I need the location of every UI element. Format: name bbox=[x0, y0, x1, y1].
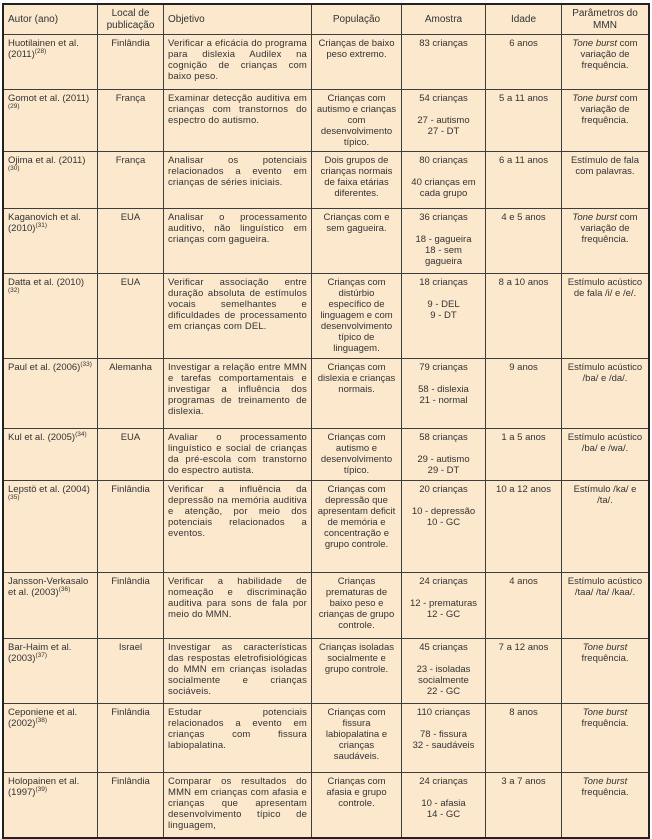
sample-group-line: 14 - GC bbox=[426, 809, 461, 820]
location-cell: França bbox=[98, 152, 164, 209]
population-cell: Dois grupos de crianças normais de faixa etárias diferentes. bbox=[312, 152, 402, 209]
author-cell bbox=[4, 209, 98, 274]
author-text: Holopainen et al. (1997) bbox=[8, 776, 80, 798]
sample-cell bbox=[402, 359, 486, 429]
population-cell: Crianças com depressão que apresentam deficit de memória e concentração e grupo controle. bbox=[312, 481, 402, 573]
mmn-stimulus-name: Tone burst bbox=[572, 212, 617, 223]
age-cell: 1 a 5 anos bbox=[486, 429, 562, 481]
header-local-publicacao: Local de publicação bbox=[98, 5, 164, 35]
location-cell: Finlândia bbox=[98, 573, 164, 639]
author-cell bbox=[4, 359, 98, 429]
header-parametros-mmn: Parâmetros do MMN bbox=[562, 5, 648, 35]
sample-total: 18 crianças bbox=[419, 277, 468, 288]
sample-groups bbox=[406, 664, 481, 697]
sample-group-line: 22 - GC bbox=[426, 686, 461, 697]
author-text: Ojima et al. (2011) bbox=[8, 155, 86, 166]
sample-groups bbox=[406, 384, 481, 406]
sample-total: 54 crianças bbox=[419, 93, 468, 104]
table-row bbox=[4, 481, 648, 573]
author-text: Bar-Haim et al. (2003) bbox=[8, 642, 72, 664]
mmn-stimulus-name: Tone burst bbox=[582, 642, 628, 653]
table-row bbox=[4, 359, 648, 429]
reference-superscript: (28) bbox=[34, 47, 47, 55]
reference-superscript: (39) bbox=[35, 785, 48, 793]
studies-table bbox=[2, 3, 650, 839]
location-cell: Finlândia bbox=[98, 481, 164, 573]
population-cell: Crianças com autismo e desenvolvimento típico. bbox=[312, 429, 402, 481]
sample-total: 36 crianças bbox=[419, 212, 468, 223]
location-cell: Israel bbox=[98, 639, 164, 704]
sample-group-line: 32 - saudáveis bbox=[412, 740, 475, 751]
age-cell: 6 anos bbox=[486, 35, 562, 90]
author-cell bbox=[4, 704, 98, 773]
author-text: Kaganovich et al. (2010) bbox=[8, 212, 81, 234]
sample-groups bbox=[406, 177, 481, 199]
reference-superscript: (34) bbox=[75, 430, 87, 438]
author-text: Paul et al. (2006) bbox=[8, 362, 81, 373]
mmn-parameters-cell bbox=[562, 152, 648, 209]
age-cell: 8 anos bbox=[486, 704, 562, 773]
objective-cell: Examinar detecção auditiva em crianças com transtornos do espectro do autismo. bbox=[164, 90, 312, 152]
sample-total: 20 crianças bbox=[419, 484, 468, 495]
mmn-description: Estímulo de fala com palavras. bbox=[570, 155, 640, 177]
objective-cell: Analisar o processamento auditivo, não linguístico em crianças com gagueira. bbox=[164, 209, 312, 274]
reference-superscript: (37) bbox=[35, 651, 48, 659]
author-text: Datta et al. (2010) bbox=[8, 277, 85, 288]
population-cell: Crianças com e sem gagueira. bbox=[312, 209, 402, 274]
population-cell: Crianças com distúrbio específico de linguagem e com desenvolvimento típico de linguagem. bbox=[312, 274, 402, 359]
sample-group-line: 10 - depressão bbox=[411, 506, 476, 517]
mmn-parameters-cell bbox=[562, 274, 648, 359]
location-cell: França bbox=[98, 90, 164, 152]
mmn-parameters-cell bbox=[562, 209, 648, 274]
sample-group-line: 18 - sem gagueira bbox=[425, 245, 462, 267]
author-cell bbox=[4, 429, 98, 481]
sample-groups bbox=[406, 115, 481, 137]
table-row bbox=[4, 639, 648, 704]
author-text: Kul et al. (2005) bbox=[8, 432, 76, 443]
population-cell: Crianças isoladas socialmente e grupo controle. bbox=[312, 639, 402, 704]
sample-cell bbox=[402, 573, 486, 639]
mmn-stimulus-name: Tone burst bbox=[582, 776, 628, 787]
location-cell: Alemanha bbox=[98, 359, 164, 429]
sample-cell bbox=[402, 209, 486, 274]
sample-cell bbox=[402, 704, 486, 773]
table-row bbox=[4, 90, 648, 152]
author-cell bbox=[4, 90, 98, 152]
sample-cell bbox=[402, 773, 486, 837]
sample-group-line: 40 crianças em cada grupo bbox=[411, 177, 476, 199]
sample-group-line: 29 - autismo bbox=[417, 454, 470, 465]
objective-cell: Estudar potenciais relacionados a evento em crianças com fissura labiopalatina. bbox=[164, 704, 312, 773]
objective-cell: Avaliar o processamento linguístico e social de crianças da pré-escola com transtorno do espectro autista. bbox=[164, 429, 312, 481]
author-text: Huotilainen et al. (2011) bbox=[8, 38, 79, 60]
mmn-description: Estímulo /ka/ e /ta/. bbox=[573, 484, 637, 506]
header-row bbox=[4, 5, 648, 35]
author-cell bbox=[4, 481, 98, 573]
mmn-parameters-cell bbox=[562, 90, 648, 152]
author-text: Lepstö et al. (2004) bbox=[8, 484, 90, 495]
age-cell: 6 a 11 anos bbox=[486, 152, 562, 209]
sample-group-line: 27 - DT bbox=[427, 126, 460, 137]
objective-cell: Investigar as características das respostas eletrofisiológicas do MMN em crianças isoladas socialmente e crianças sociáveis. bbox=[164, 639, 312, 704]
mmn-description: Estímulo acústico /taa/ /ta/ /kaa/. bbox=[567, 576, 643, 598]
reference-superscript: (38) bbox=[35, 716, 48, 724]
table-row bbox=[4, 704, 648, 773]
sample-group-line: 21 - normal bbox=[419, 395, 468, 406]
location-cell: Finlândia bbox=[98, 704, 164, 773]
table-row bbox=[4, 152, 648, 209]
sample-group-line: 12 - GC bbox=[426, 609, 461, 620]
table-row bbox=[4, 274, 648, 359]
sample-groups bbox=[406, 299, 481, 321]
population-cell: Crianças com dislexia e crianças normais. bbox=[312, 359, 402, 429]
mmn-description: frequência. bbox=[581, 718, 629, 729]
mmn-description: Estímulo acústico /ba/ e /wa/. bbox=[567, 432, 643, 454]
location-cell: Finlândia bbox=[98, 35, 164, 90]
sample-total: 24 crianças bbox=[419, 576, 468, 587]
author-cell bbox=[4, 639, 98, 704]
sample-total: 58 crianças bbox=[419, 432, 468, 443]
mmn-parameters-cell bbox=[562, 773, 648, 837]
age-cell: 4 anos bbox=[486, 573, 562, 639]
sample-group-line: 9 - DT bbox=[430, 310, 457, 321]
mmn-stimulus-name: Tone burst bbox=[572, 93, 617, 104]
author-cell bbox=[4, 152, 98, 209]
mmn-description: frequência. bbox=[581, 653, 629, 664]
author-text: Gomot et al. (2011) bbox=[8, 93, 90, 104]
objective-cell: Analisar os potenciais relacionados a evento em crianças de séries iniciais. bbox=[164, 152, 312, 209]
sample-groups bbox=[406, 234, 481, 267]
table-body bbox=[4, 35, 648, 837]
reference-superscript: (30) bbox=[8, 164, 20, 172]
mmn-description: frequência. bbox=[581, 787, 629, 798]
sample-groups bbox=[406, 729, 481, 751]
mmn-description: Estímulo acústico de fala /i/ e /e/. bbox=[567, 277, 643, 299]
table-row bbox=[4, 429, 648, 481]
sample-cell bbox=[402, 152, 486, 209]
sample-total: 45 crianças bbox=[419, 642, 468, 653]
population-cell: Crianças com fissura labiopalatina e crianças saudáveis. bbox=[312, 704, 402, 773]
mmn-parameters-cell bbox=[562, 573, 648, 639]
mmn-parameters-cell bbox=[562, 35, 648, 90]
table-row bbox=[4, 209, 648, 274]
sample-group-line: 29 - DT bbox=[427, 465, 460, 476]
mmn-description: com variação de frequência. bbox=[580, 93, 638, 126]
sample-group-line: 27 - autismo bbox=[417, 115, 470, 126]
mmn-parameters-cell bbox=[562, 639, 648, 704]
sample-cell bbox=[402, 639, 486, 704]
sample-groups bbox=[406, 454, 481, 476]
objective-cell: Verificar a eficácia do programa para dislexia Audilex na cognição de crianças com baixo peso. bbox=[164, 35, 312, 90]
author-cell bbox=[4, 274, 98, 359]
author-cell bbox=[4, 35, 98, 90]
table-row bbox=[4, 573, 648, 639]
location-cell: Finlândia bbox=[98, 773, 164, 837]
sample-group-line: 78 - fissura bbox=[420, 729, 467, 740]
location-cell: EUA bbox=[98, 429, 164, 481]
table-row bbox=[4, 773, 648, 837]
sample-group-line: 18 - gagueira bbox=[415, 234, 472, 245]
age-cell: 4 e 5 anos bbox=[486, 209, 562, 274]
age-cell: 8 a 10 anos bbox=[486, 274, 562, 359]
population-cell: Crianças prematuras de baixo peso e crianças de grupo controle. bbox=[312, 573, 402, 639]
sample-total: 83 crianças bbox=[419, 38, 468, 49]
author-text: Jansson-Verkasalo et al. (2003) bbox=[8, 576, 89, 598]
mmn-parameters-cell bbox=[562, 481, 648, 573]
table-row bbox=[4, 35, 648, 90]
age-cell: 5 a 11 anos bbox=[486, 90, 562, 152]
mmn-description: com variação de frequência. bbox=[580, 38, 638, 71]
sample-group-line: 10 - afasia bbox=[421, 798, 466, 809]
reference-superscript: (32) bbox=[8, 286, 20, 294]
sample-cell bbox=[402, 90, 486, 152]
sample-groups bbox=[406, 598, 481, 620]
sample-total: 110 crianças bbox=[416, 707, 471, 718]
reference-superscript: (33) bbox=[80, 360, 92, 368]
sample-group-line: 9 - DEL bbox=[427, 299, 460, 310]
age-cell: 10 a 12 anos bbox=[486, 481, 562, 573]
age-cell: 3 a 7 anos bbox=[486, 773, 562, 837]
age-cell: 9 anos bbox=[486, 359, 562, 429]
objective-cell: Verificar associação entre duração absoluta de estímulos vocais semelhantes e dificuldades de processamento em crianças com DEL. bbox=[164, 274, 312, 359]
header-autor: Autor (ano) bbox=[4, 5, 98, 35]
author-cell bbox=[4, 773, 98, 837]
sample-cell bbox=[402, 481, 486, 573]
location-cell: EUA bbox=[98, 274, 164, 359]
sample-cell bbox=[402, 35, 486, 90]
location-cell: EUA bbox=[98, 209, 164, 274]
header-populacao: População bbox=[312, 5, 402, 35]
objective-cell: Verificar a influência da depressão na memória auditiva e atenção, por meio dos potenciais relacionados a eventos. bbox=[164, 481, 312, 573]
header-objetivo: Objetivo bbox=[164, 5, 312, 35]
sample-groups bbox=[406, 798, 481, 820]
reference-superscript: (36) bbox=[58, 585, 71, 593]
population-cell: Crianças com autismo e crianças com desenvolvimento típico. bbox=[312, 90, 402, 152]
author-cell bbox=[4, 573, 98, 639]
population-cell: Crianças de baixo peso extremo. bbox=[312, 35, 402, 90]
age-cell: 7 a 12 anos bbox=[486, 639, 562, 704]
reference-superscript: (31) bbox=[35, 221, 48, 229]
objective-cell: Verificar a habilidade de nomeação e discriminação auditiva para sons de fala por meio do MMN. bbox=[164, 573, 312, 639]
mmn-description: com variação de frequência. bbox=[580, 212, 638, 245]
sample-group-line: 12 - prematuras bbox=[409, 598, 478, 609]
reference-superscript: (35) bbox=[8, 493, 20, 501]
mmn-stimulus-name: Tone burst bbox=[582, 707, 628, 718]
sample-total: 79 crianças bbox=[419, 362, 468, 373]
sample-total: 80 crianças bbox=[419, 155, 468, 166]
population-cell: Crianças com afasia e grupo controle. bbox=[312, 773, 402, 837]
mmn-parameters-cell bbox=[562, 429, 648, 481]
author-text: Ceponiene et al. (2002) bbox=[8, 707, 78, 729]
sample-groups bbox=[406, 506, 481, 528]
header-idade: Idade bbox=[486, 5, 562, 35]
sample-group-line: 10 - GC bbox=[426, 517, 461, 528]
reference-superscript: (29) bbox=[8, 102, 20, 110]
mmn-stimulus-name: Tone burst bbox=[572, 38, 617, 49]
objective-cell: Comparar os resultados do MMN em crianças com afasia e crianças que apresentam desenvolvimento típico de linguagem, bbox=[164, 773, 312, 837]
sample-group-line: 23 - isoladas socialmente bbox=[416, 664, 471, 686]
sample-total: 24 crianças bbox=[419, 776, 468, 787]
sample-cell bbox=[402, 429, 486, 481]
mmn-parameters-cell bbox=[562, 704, 648, 773]
mmn-parameters-cell bbox=[562, 359, 648, 429]
mmn-description: Estímulo acústico /ba/ e /da/. bbox=[567, 362, 643, 384]
sample-cell bbox=[402, 274, 486, 359]
objective-cell: Investigar a relação entre MMN e tarefas comportamentais e investigar a influência dos programas de treinamento de dislexia. bbox=[164, 359, 312, 429]
sample-group-line: 58 - dislexia bbox=[418, 384, 469, 395]
header-amostra: Amostra bbox=[402, 5, 486, 35]
